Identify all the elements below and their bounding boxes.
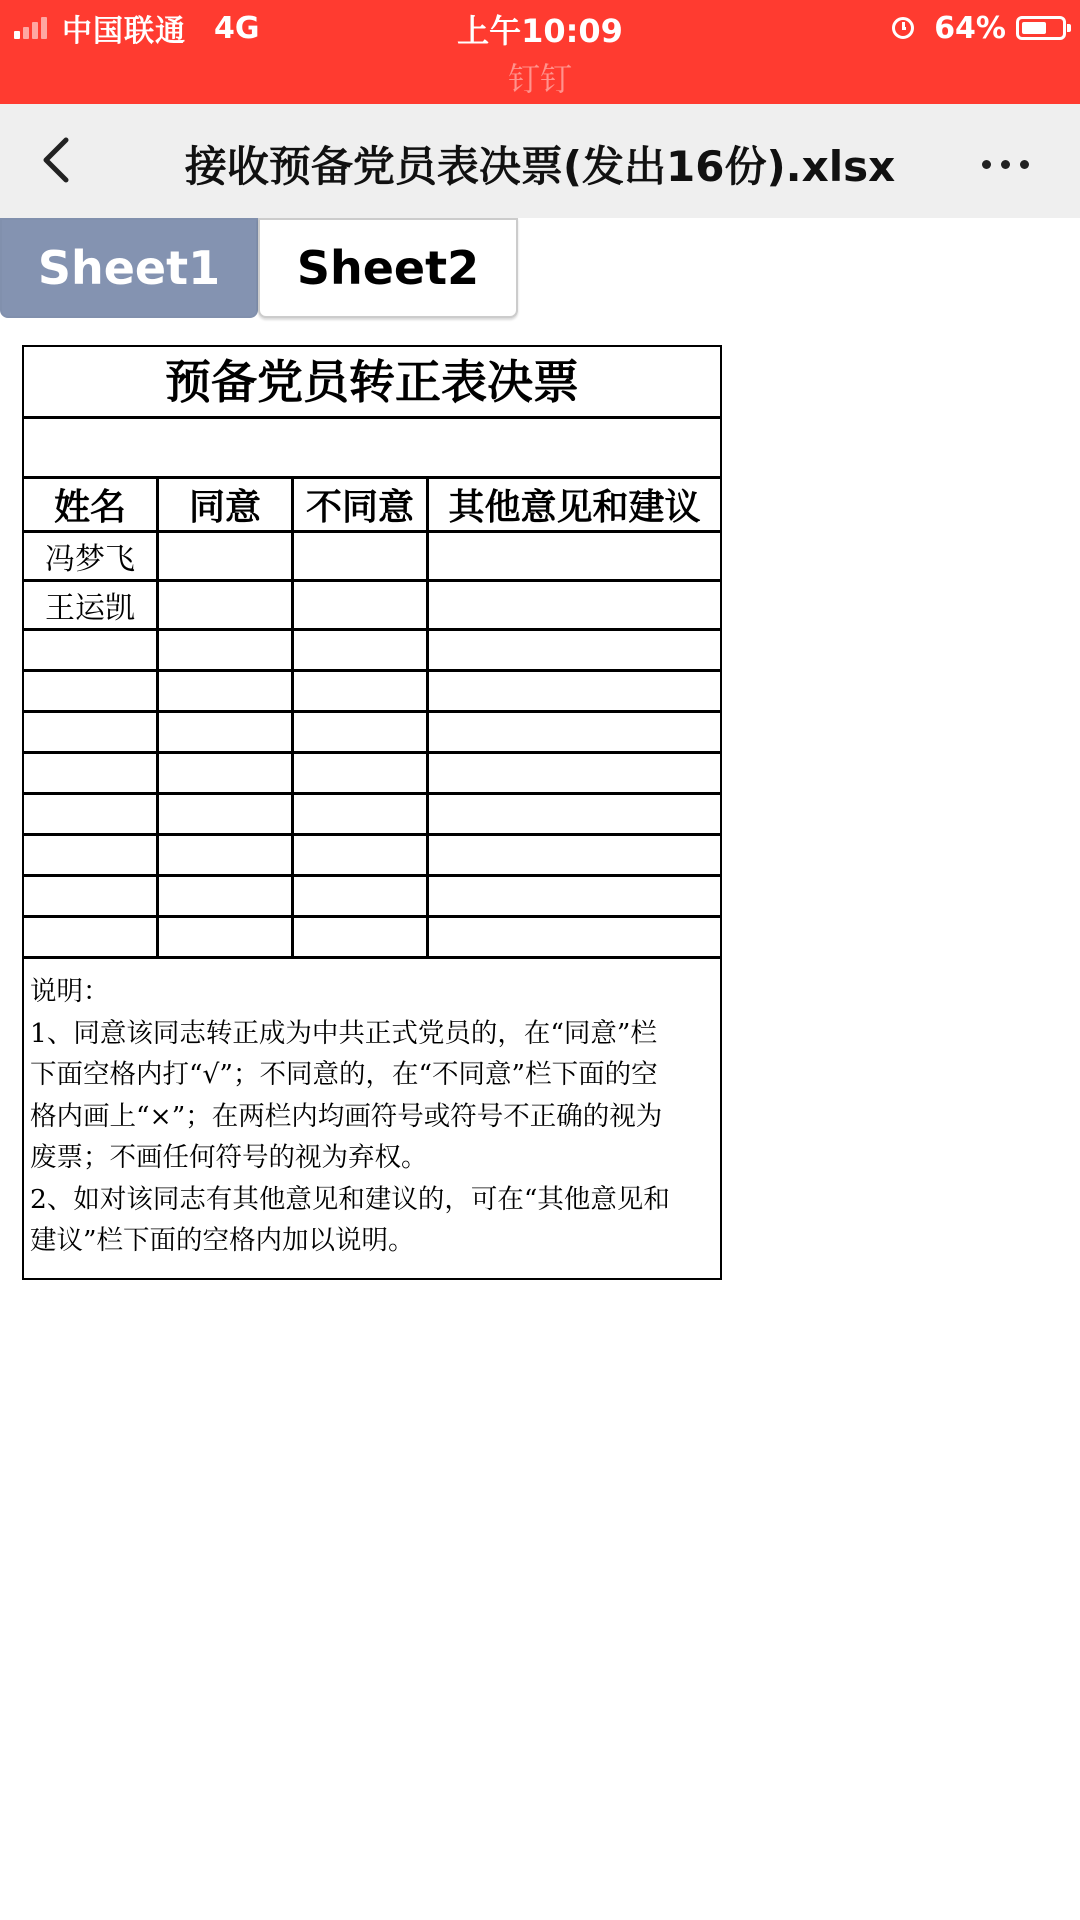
back-button[interactable] <box>30 130 90 190</box>
table-row <box>24 631 720 672</box>
tab-sheet2[interactable]: Sheet2 <box>258 218 518 318</box>
notes-heading: 说明： <box>30 976 110 1007</box>
table-cell[interactable] <box>294 533 429 579</box>
table-cell[interactable] <box>294 754 429 792</box>
sheet-tabs <box>0 218 1080 320</box>
notes-block <box>30 971 720 1262</box>
table-header-row <box>24 479 720 533</box>
table-cell[interactable] <box>159 754 294 792</box>
spreadsheet-view <box>22 345 722 1280</box>
table-cell[interactable] <box>429 795 720 833</box>
notes-line: 建议”栏下面的空格内加以说明。 <box>30 1225 415 1256</box>
table-cell[interactable] <box>24 754 159 792</box>
column-header: 不同意 <box>294 479 429 530</box>
status-right <box>892 8 1066 48</box>
table-cell[interactable] <box>24 918 159 956</box>
notes-line: 1、同意该同志转正成为中共正式党员的，在“同意”栏 <box>30 1017 657 1049</box>
table-cell[interactable] <box>159 533 294 579</box>
status-bar <box>0 0 1080 104</box>
more-dots-icon <box>977 160 1034 169</box>
table-cell[interactable] <box>294 672 429 710</box>
table-cell[interactable] <box>294 631 429 669</box>
table-cell[interactable] <box>24 836 159 874</box>
table-cell[interactable] <box>24 631 159 669</box>
table-cell[interactable] <box>24 877 159 915</box>
table-cell[interactable] <box>294 713 429 751</box>
alarm-icon <box>892 17 914 39</box>
table-cell[interactable] <box>159 672 294 710</box>
table-cell[interactable] <box>24 795 159 833</box>
table-cell[interactable]: 王运凯 <box>24 582 159 628</box>
network-type: 4G <box>214 10 260 46</box>
column-header: 其他意见和建议 <box>448 487 701 528</box>
table-cell[interactable] <box>294 918 429 956</box>
table-cell[interactable]: 冯梦飞 <box>24 533 159 579</box>
table-cell[interactable] <box>159 631 294 669</box>
table-cell[interactable] <box>429 918 720 956</box>
table-cell[interactable] <box>429 582 720 628</box>
battery-percent: 64% <box>934 10 1006 46</box>
notes-line: 下面空格内打“√”；不同意的，在“不同意”栏下面的空 <box>30 1059 658 1090</box>
table-row <box>24 836 720 877</box>
notes-line: 废票；不画任何符号的视为弃权。 <box>30 1142 428 1173</box>
table-cell[interactable] <box>429 713 720 751</box>
table-cell[interactable] <box>429 672 720 710</box>
table-cell[interactable] <box>159 713 294 751</box>
table-cell[interactable] <box>294 836 429 874</box>
table-row <box>24 918 720 959</box>
table-cell[interactable] <box>294 795 429 833</box>
column-header: 同意 <box>159 479 294 530</box>
table-cell[interactable] <box>429 836 720 874</box>
table-cell[interactable] <box>159 918 294 956</box>
table-row <box>24 795 720 836</box>
blank-row <box>24 419 720 479</box>
battery-icon <box>1016 16 1066 40</box>
table-cell[interactable] <box>159 582 294 628</box>
table-cell[interactable] <box>159 795 294 833</box>
table-cell[interactable] <box>294 877 429 915</box>
battery-fill <box>1022 22 1046 34</box>
table-cell[interactable] <box>24 672 159 710</box>
chevron-left-icon <box>30 130 90 190</box>
table-cell[interactable] <box>429 533 720 579</box>
app-name-label: 钉钉 <box>507 60 572 98</box>
status-time: 上午10:09 <box>457 12 623 50</box>
table-cell[interactable] <box>159 836 294 874</box>
nav-bar <box>0 104 1080 218</box>
table-cell[interactable] <box>429 877 720 915</box>
column-header: 姓名 <box>24 479 159 530</box>
table-cell[interactable] <box>429 631 720 669</box>
table-cell[interactable] <box>294 582 429 628</box>
table-row <box>24 582 720 631</box>
notes-line: 2、如对该同志有其他意见和建议的，可在“其他意见和 <box>30 1183 670 1215</box>
table-cell[interactable] <box>159 877 294 915</box>
more-button[interactable] <box>960 134 1050 194</box>
carrier-name: 中国联通 <box>62 14 186 49</box>
tab-sheet1[interactable]: Sheet1 <box>0 218 258 318</box>
table-row <box>24 754 720 795</box>
sheet-title: 预备党员转正表决票 <box>24 347 720 419</box>
table-cell[interactable] <box>24 713 159 751</box>
document-title: 接收预备党员表决票(发出16份).xlsx <box>184 142 896 191</box>
table-row <box>24 713 720 754</box>
table-row <box>24 533 720 582</box>
table-cell[interactable] <box>429 754 720 792</box>
notes-line: 格内画上“×”；在两栏内均画符号或符号不正确的视为 <box>30 1100 663 1132</box>
table-row <box>24 877 720 918</box>
table-row <box>24 672 720 713</box>
